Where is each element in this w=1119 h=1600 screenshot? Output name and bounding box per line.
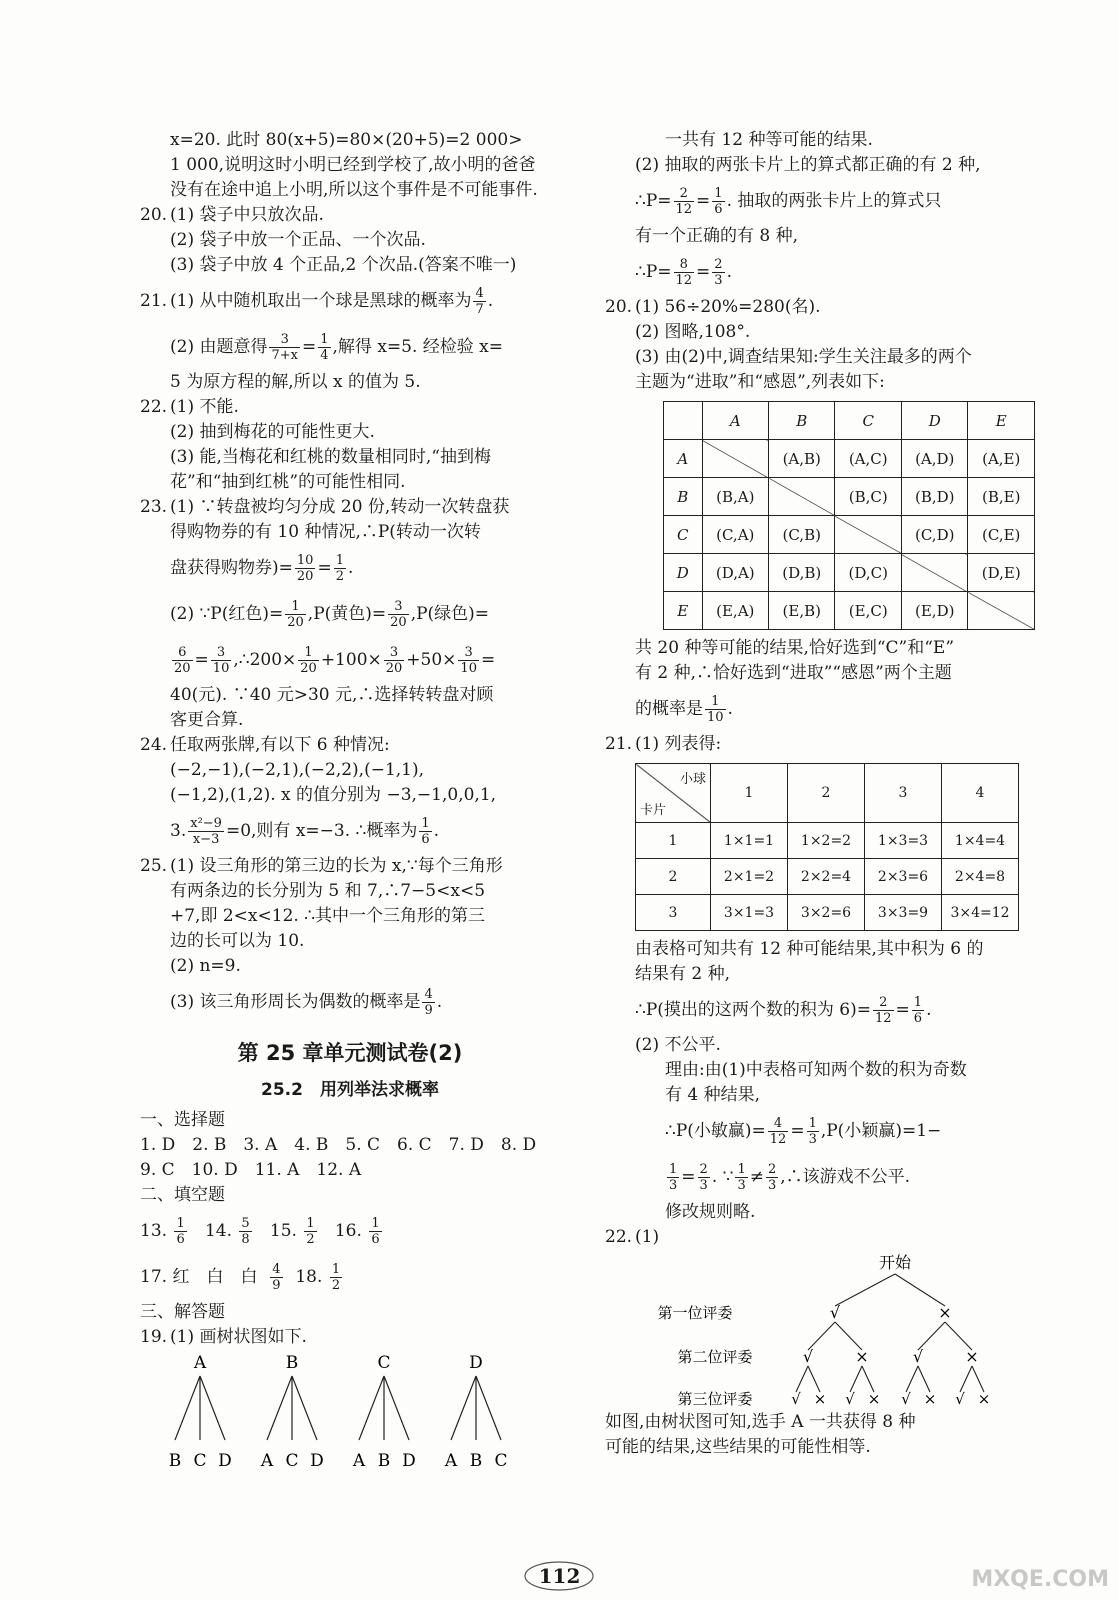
table-cell: 2×2=4 [788,859,865,895]
section-heading: 一、选择题 [140,1110,225,1130]
table-header-cell: C [835,402,902,440]
table-cell: 2×1=2 [711,859,788,895]
table-header-cell: 2 [788,764,865,823]
fraction: $\frac{5}{8}$ [241,1216,250,1247]
answer-line: 13. $\frac{1}{6}$ 14. $\frac{5}{8}$ 15. $\frac{1}{2}$ 16. $\frac{1}{6}$ [140,1216,380,1247]
cross-mark: × [813,1390,827,1408]
tree-leaf-label: A [260,1451,274,1471]
fraction: $\frac{8}{12}$ [675,257,693,288]
question-number: 20. [605,297,633,317]
tree-level-label: 第二位评委 [677,1348,753,1366]
text-line: (3) 由(2)中,调查结果知:学生关注最多的两个 [635,347,972,367]
table-cell [968,592,1035,630]
table-cell: (B,D) [901,478,968,516]
text-line: (1) ∵转盘被均匀分成 20 份,转动一次转盘获 [170,497,510,517]
tree-root-label: C [377,1353,391,1373]
tree-branch [835,1322,862,1350]
table-cell: 3×1=3 [711,895,788,931]
tree-branch [384,1376,409,1440]
check-mark: √ [829,1303,841,1322]
fraction: $\frac{1}{6}$ [176,1216,185,1247]
text-line: (1) 从中随机取出一个球是黑球的概率为 [170,291,472,311]
tree-branch [918,1322,945,1350]
table-header-cell: A [702,402,768,440]
section-heading: 三、解答题 [140,1302,225,1322]
text-line: 有两条边的长分别为 5 和 7,∴7−5<x<5 [170,881,486,901]
text-line: ∴P(小敏赢)= [665,1121,766,1141]
table-cell: (C,E) [968,516,1035,554]
text-line: 主题为“进取”和“感恩”,列表如下: [635,372,885,392]
table-cell: (D,A) [702,554,768,592]
table-cell: (B,C) [835,478,902,516]
fraction: $\frac{4}{9}$ [272,1262,281,1293]
table-cell: 3×2=6 [788,895,865,931]
text-line: 花”和“抽到红桃”的可能性相同. [170,472,406,492]
tree-branch [895,1274,945,1306]
text-line: 可能的结果,这些结果的可能性相等. [605,1437,871,1457]
cross-mark: × [923,1390,937,1408]
fraction: $\frac{3}{7+x}$ [271,332,298,363]
tree-leaf-label: D [218,1451,232,1471]
chapter-title: 第 25 章单元测试卷(2) [237,1041,463,1065]
answer-line: 1. D 2. B 3. A 4. B 5. C 6. C 7. D 8. D [140,1135,537,1155]
tree-branch [359,1376,384,1440]
table-cell: (A,D) [901,440,968,478]
tree-branch [476,1376,501,1440]
tree-branch [451,1376,476,1440]
fraction: $\frac{2}{3}$ [767,1162,777,1193]
check-mark: √ [802,1347,814,1366]
product-table [635,763,1019,931]
table-cell: (D,E) [968,554,1035,592]
fraction: $\frac{10}{20}$ [296,553,314,584]
fraction: $\frac{1}{4}$ [320,332,329,363]
text-line: (3) 能,当梅花和红桃的数量相同时,“抽到梅 [170,447,491,467]
fraction: $\frac{1}{20}$ [300,645,317,676]
text-line: 没有在途中追上小明,所以这个事件是不可能事件. [170,180,538,200]
tree-leaf-label: C [193,1451,207,1471]
question-number: 20. [140,205,168,225]
text-line: ∴P= [635,262,672,282]
tree-leaf-label: A [352,1451,366,1471]
text-line: 结果有 2 种, [635,964,731,984]
tree-branch [835,1274,895,1306]
table-cell: (D,B) [769,554,835,592]
table-row-header: D [664,554,703,592]
table-header-cell: 4 [942,764,1019,823]
tree-start-label: 开始 [878,1253,912,1272]
text-line: 共 20 种等可能的结果,恰好选到“C”和“E” [635,638,955,658]
table-cell: 1×4=4 [942,823,1019,859]
table-cell: (E,C) [835,592,902,630]
tree-leaf-label: D [402,1451,416,1471]
table-row-header: 1 [636,823,711,859]
table-cell: (B,E) [968,478,1035,516]
text-line: (1) 画树状图如下. [170,1327,307,1347]
table-cell: (C,D) [901,516,968,554]
tree-root-label: D [469,1353,483,1373]
tree-level-label: 第三位评委 [677,1390,753,1408]
tree-root-label: B [285,1353,299,1373]
question-number: 23. [140,497,168,517]
pair-table [663,401,1035,630]
text-line: (2) 抽取的两张卡片上的算式都正确的有 2 种, [635,155,981,175]
table-cell: (E,D) [901,592,968,630]
table-row-header: E [664,592,703,630]
fraction: $\frac{4}{7}$ [475,286,484,317]
tree-branch [267,1376,292,1440]
section-heading: 二、填空题 [140,1185,225,1205]
table-cell: 3×3=9 [865,895,942,931]
fraction: $\frac{2}{3}$ [699,1162,708,1193]
table-cell: (D,C) [835,554,902,592]
fraction: $\frac{3}{20}$ [390,599,407,630]
tree-root-label: A [193,1353,207,1373]
text-line: (2) 图略,108°. [635,322,751,342]
tree-branch [918,1366,930,1392]
text-line: 一共有 12 种等可能的结果. [665,130,873,150]
table-cell: 3×4=12 [942,895,1019,931]
table-header-cell: 3 [865,764,942,823]
fraction: $\frac{2}{12}$ [675,186,693,217]
text-line: (2) 袋子中放一个正品、一个次品. [170,230,426,250]
text-line: (2) 由题意得 [170,337,268,357]
fraction: $\frac{1}{6}$ [421,816,430,847]
fraction: $\frac{1}{2}$ [335,553,344,584]
table-cell: (A,C) [835,440,902,478]
page-number: 112 [522,1560,597,1600]
tree-branch [808,1366,820,1392]
check-mark: √ [845,1390,855,1408]
fraction: $\frac{4}{12}$ [769,1116,787,1147]
check-mark: √ [912,1347,924,1366]
table-row-header: B [664,478,703,516]
text-line: (1) 56÷20%=280(名). [635,297,821,317]
question-number: 22. [605,1227,633,1247]
text-line: 40(元). ∵40 元>30 元,∴选择转转盘对顾 [170,685,494,705]
fraction: $\frac{1}{6}$ [913,995,923,1026]
tree-leaf-label: C [285,1451,299,1471]
table-row-header: 2 [636,859,711,895]
text-line: (2) 抽到梅花的可能性更大. [170,422,375,442]
text-line: x=20. 此时 80(x+5)=80×(20+5)=2 000> [170,130,523,150]
text-line: 客更合算. [170,710,244,730]
table-cell: (B,A) [702,478,768,516]
cross-mark: × [867,1390,881,1408]
text-line: (3) 袋子中放 4 个正品,2 个次品.(答案不唯一) [170,255,517,275]
tree-branch [960,1366,972,1392]
corner-label-top: 小球 [679,772,706,787]
table-row-header: A [664,440,703,478]
text-line: (1) 不能. [170,397,239,417]
text-line: ∴P(摸出的这两个数的积为 6)= [635,1000,871,1020]
text-line: 5 为原方程的解,所以 x 的值为 5. [170,372,421,392]
table-row-header: 3 [636,895,711,931]
left-column: x=20. 此时 80(x+5)=80×(20+5)=2 000> 1 000,说明这时小明已经到学校了,故小明的爸爸 没有在途中追上小明,所以这个事件是不可能事件. 20. (1) 袋子中只放次品. (2) 袋子中放一个正品、一个次品. (3) 袋子中放 4 个正品,2 个次品.(答案不唯一) 21. (1) 从中随机取出一个球是黑球的概率为 $\frac{4}{7}$ . (2) 由题意得 $\frac{3}{7+x}$ = $\frac{1}{4}$ ,解得 x=5. 经检验 x= 5 为原方程的解,所以 x 的值为 5. 22. (1) 不能. (2) 抽到梅花的可能性更大. (3) 能,当梅花和红桃的数量相同时,“抽到梅 花”和“抽到红桃”的可能性相同. 23. (1) ∵转盘被均匀分成 20 份,转动一次转盘获 得购物券的有 10 种情况,∴P(转动一次转 盘获得购物券)= $\frac{10}{20}$ = $\frac{1}{2}$ . (2) ∵P(红色)= $\frac{1}{20}$ ,P(黄色)= $\frac{3}{20}$ ,P(绿色)= $\frac{6}{20}$ = $\frac{3}{10}$ ,∴200× $\frac{1}{20}$ +100× $\frac{3}{20}$ +50× $\frac{3}{10}$ = 40(元). ∵40 元>30 元,∴选择转转盘对顾 客更合算. 24. 任取两张牌,有以下 6 种情况: (−2,−1),(−2,1),(−2,2),(−1,1), (−1,2),(1,2). x 的值分别为 −3,−1,0,0,1, 3. $\frac{\text{x²−9}}{x-3}$ =0,则有 x=−3. ∴概率为 $\frac{1}{6}$ . 25. (1) 设三角形的第三边的长为 x,∵每个三角形 有两条边的长分别为 5 和 7,∴7−5<x<5 +7,即 2<x<12. ∴其中一个三角形的第三 边的长可以为 10. (2) n=9. (3) 该三角形周长为偶数的概率是 $\frac{4}{9}$ . 第 25 章单元测试卷(2) 25.2 用列举法求概率 一、选择题 1. D 2. B 3. A 4. B 5. C 6. C 7. D 8. D 9. C 10. D 11. A 12. A 二、填空题 13. $\frac{1}{6}$ 14. $\frac{5}{8}$ 15. $\frac{1}{2}$ 16. $\frac{1}{6}$ 17. 红 白 白 $\frac{4}{9}$ 18. $\frac{1}{2}$ 三、解答题 19. (1) 画树状图如下. A B C D B A C D C A B D D A B C [140,128,560,1475]
question-number: 25. [140,856,168,876]
tree-leaf-label: B [168,1451,182,1471]
cross-mark: × [977,1390,991,1408]
tree-diagram-abcd [160,1350,560,1475]
fraction: $\frac{\text{x²−9}}{x-3}$ [190,816,222,847]
text-line: 得购物券的有 10 种情况,∴P(转动一次转 [170,522,481,542]
table-cell [835,516,902,554]
tree-branch [796,1366,808,1392]
text-line: 理由:由(1)中表格可知两个数的积为奇数 [665,1060,967,1080]
table-header-cell: D [901,402,968,440]
question-number: 21. [140,291,168,311]
question-number: 24. [140,735,168,755]
text-line: (1) [635,1227,660,1247]
text-line: 盘获得购物券)= [170,558,293,578]
cross-mark: × [938,1303,952,1322]
tree-leaf-label: D [310,1451,324,1471]
fraction: $\frac{1}{6}$ [714,186,723,217]
table-header-cell: E [968,402,1035,440]
fraction: $\frac{2}{3}$ [714,257,723,288]
tree-branch [292,1376,317,1440]
text-line: 由表格可知共有 12 种可能结果,其中积为 6 的 [635,939,984,959]
cross-mark: × [855,1347,869,1366]
table-cell [702,440,768,478]
table-cell: 1×2=2 [788,823,865,859]
text-line: (2) ∵P(红色)= [170,604,284,624]
text-line: (−1,2),(1,2). x 的值分别为 −3,−1,0,0,1, [170,785,497,805]
text-line: 边的长可以为 10. [170,931,305,951]
question-number: 22. [140,397,168,417]
corner-label-bottom: 卡片 [640,803,667,818]
check-mark: √ [901,1390,911,1408]
table-cell: 2×4=8 [942,859,1019,895]
fraction: $\frac{3}{10}$ [460,645,477,676]
answer-line: 9. C 10. D 11. A 12. A [140,1160,362,1180]
table-cell: 1×3=3 [865,823,942,859]
text-line: (2) n=9. [170,956,241,976]
tree-branch [945,1322,972,1350]
text-line: 如图,由树状图可知,选手 A 一共获得 8 种 [605,1412,916,1432]
table-cell [769,478,835,516]
tree-leaf-label: B [469,1451,483,1471]
judge-tree-diagram [605,1250,1025,1410]
tree-branch [200,1376,225,1440]
table-cell: (C,B) [769,516,835,554]
tree-leaf-label: A [444,1451,458,1471]
tree-branch [850,1366,862,1392]
fraction: $\frac{2}{12}$ [874,995,892,1026]
check-mark: √ [955,1390,965,1408]
text-line: 有 4 种结果, [665,1085,761,1105]
table-cell: (E,B) [769,592,835,630]
question-number: 19. [140,1327,168,1347]
fraction: $\frac{1}{2}$ [331,1262,341,1293]
table-header-cell [664,402,703,440]
text-line: 有 2 种,∴恰好选到“进取”“感恩”两个主题 [635,663,952,683]
text-line: 修改规则略. [665,1202,756,1222]
fraction: $\frac{3}{10}$ [212,645,230,676]
text-line: (1) 袋子中只放次品. [170,205,324,225]
tree-branch [862,1366,874,1392]
table-cell: 1×1=1 [711,823,788,859]
tree-leaf-label: B [377,1451,391,1471]
question-number: 21. [605,734,633,754]
section-title: 25.2 用列举法求概率 [261,1080,439,1100]
fraction: $\frac{3}{20}$ [385,645,403,676]
table-cell: (E,A) [702,592,768,630]
text-line: 1 000,说明这时小明已经到学校了,故小明的爸爸 [170,155,536,175]
watermark: MXQE.COM [971,1567,1109,1592]
table-cell: (A,E) [968,440,1035,478]
table-cell: (C,A) [702,516,768,554]
fraction: $\frac{1}{3}$ [669,1162,678,1193]
fraction: $\frac{1}{3}$ [808,1116,817,1147]
table-cell: 2×3=6 [865,859,942,895]
tree-branch [972,1366,984,1392]
table-cell: (A,B) [769,440,835,478]
fraction: $\frac{4}{9}$ [424,987,433,1018]
text-line: (1) 设三角形的第三边的长为 x,∵每个三角形 [170,856,503,876]
text-line: ∴P= [635,191,672,211]
text-line: (3) 该三角形周长为偶数的概率是 [170,992,421,1012]
fraction: $\frac{1}{3}$ [737,1162,746,1193]
text-line: 的概率是 [635,699,703,719]
text-line: 有一个正确的有 8 种, [635,226,799,246]
text-line: +7,即 2<x<12. ∴其中一个三角形的第三 [170,906,486,926]
table-corner-cell [636,764,711,823]
fraction: $\frac{1}{10}$ [707,694,724,725]
table-cell [901,554,968,592]
fraction: $\frac{6}{20}$ [174,645,191,676]
table-row-header: C [664,516,703,554]
table-header-cell: 1 [711,764,788,823]
text-line: (1) 列表得: [635,734,722,754]
tree-branch [175,1376,200,1440]
tree-level-label: 第一位评委 [657,1304,733,1322]
right-column: 一共有 12 种等可能的结果. (2) 抽取的两张卡片上的算式都正确的有 2 种, ∴P= $\frac{2}{12}$ = $\frac{1}{6}$ . 抽取的两张卡片上的算式只 有一个正确的有 8 种, ∴P= $\frac{8}{12}$ = $\frac{2}{3}$ . 20. (1) 56÷20%=280(名). (2) 图略,108°. (3) 由(2)中,调查结果知:学生关注最多的两个 主题为“进取”和“感恩”,列表如下: A B C D E A (A,B) (A,C) (A,D) (A,E) B (B,A) (B,C) (B,D) (B,E) C (C,A) (C,B) (C,D) (C,E) D (D,A) (D,B) (D,C) (D,E) E (E,A) (E,B) (E,C) (E,D) 共 20 种等可能的结果,恰好选到“C”和“E” 有 2 种,∴恰好选到“进取”“感恩”两个主题 的概率是 $\frac{1}{10}$ . 21. (1) 列表得: 小球 卡片 1 2 3 4 1 1×1=1 1×2=2 1×3=3 1×4=4 2 2×1=2 2×2=4 2×3=6 2×4=8 3 3×1=3 3×2=6 3×3=9 3×4=12 由表格可知共有 12 种可能结果,其中积为 6 的 结果有 2 种, ∴P(摸出的这两个数的积为 6)= $\frac{2}{12}$ = $\frac{1}{6}$ . (2) 不公平. 理由:由(1)中表格可知两个数的积为奇数 有 4 种结果, ∴P(小敏赢)= $\frac{4}{12}$ = $\frac{1}{3}$ ,P(小颖赢)=1− $\frac{1}{3}$ = $\frac{2}{3}$ . ∵ $\frac{1}{3}$ ≠ $\frac{2}{3}$ ,∴该游戏不公平. 修改规则略. 22. (1) 开始 第一位评委 第二位评委 第三位评委 √ × √ × √ × √ × √ × √ × √ × 如图,由树状图可知,选手 A 一共获得 8 种 可能的结果,这些结果的可能性相等. [605,128,1035,1460]
fraction: $\frac{1}{2}$ [306,1216,315,1247]
tree-leaf-label: C [494,1451,508,1471]
tree-branch [808,1322,835,1350]
tree-branch [906,1366,918,1392]
check-mark: √ [791,1390,801,1408]
cross-mark: × [965,1347,979,1366]
table-header-cell: B [769,402,835,440]
text-line: (−2,−1),(−2,1),(−2,2),(−1,1), [170,760,425,780]
fraction: $\frac{1}{20}$ [287,599,304,630]
fraction: $\frac{1}{6}$ [371,1216,380,1247]
text-line: (2) 不公平. [635,1035,721,1055]
answer-line: 17. 红 白 白 $\frac{4}{9}$ 18. $\frac{1}{2}$ [140,1262,341,1293]
text-line: 任取两张牌,有以下 6 种情况: [170,735,390,755]
text-line: 3. [170,821,187,841]
